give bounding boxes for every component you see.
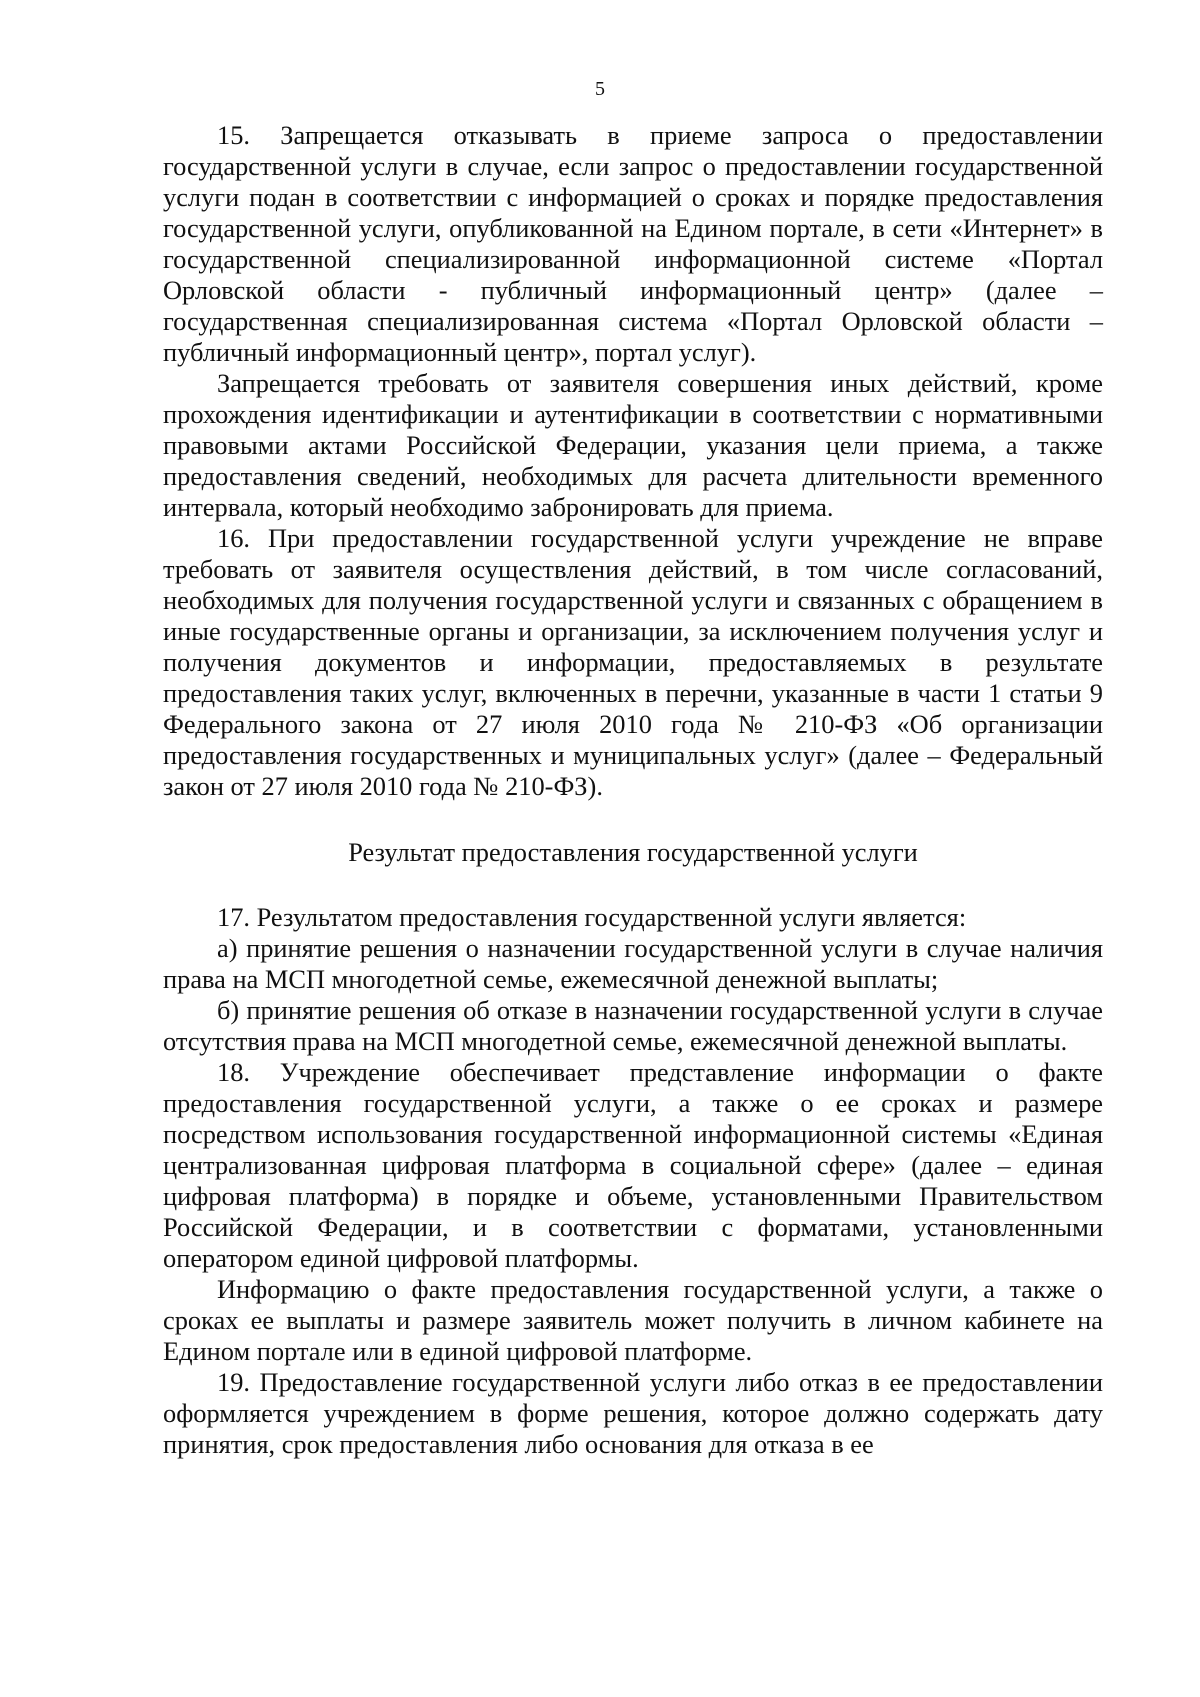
paragraph-17-a: а) принятие решения о назначении государственной услуги в случае наличия права на МСП многодетной семье, ежемесячной денежной выплаты; — [163, 933, 1103, 994]
paragraph-15-continuation: Запрещается требовать от заявителя совершения иных действий, кроме прохождения идентификации и аутентификации в соответствии с нормативными правовыми актами Российской Федерации, указания цели приема, а также предоставления сведений, необходимых для расчета длительности временного интервала, который необходимо забронировать для приема. — [163, 368, 1103, 522]
paragraph-15: 15. Запрещается отказывать в приеме запроса о предоставлении государственной услуги в случае, если запрос о предоставлении государственной услуги подан в соответствии с информацией о сроках и порядке предоставления государственной услуги, опубликованной на Едином портале, в сети «Интернет» в государственной специализированной информационной системе «Портал Орловской области - публичный информационный центр» (далее – государственная специализированная система «Портал Орловской области – публичный информационный центр», портал услуг). — [163, 120, 1103, 367]
paragraph-19: 19. Предоставление государственной услуги либо отказ в ее предоставлении оформляется учреждением в форме решения, которое должно содержать дату принятия, срок предоставления либо основания для отказа в ее — [163, 1367, 1103, 1459]
paragraph-17: 17. Результатом предоставления государственной услуги является: — [217, 902, 967, 932]
section-heading: Результат предоставления государственной услуги — [348, 837, 918, 867]
paragraph-18-continuation: Информацию о факте предоставления государственной услуги, а также о сроках ее выплаты и размере заявитель может получить в личном кабинете на Едином портале или в единой цифровой платформе. — [163, 1274, 1103, 1366]
paragraph-18: 18. Учреждение обеспечивает представление информации о факте предоставления государственной услуги, а также о ее сроках и размере посредством использования государственной информационной системы «Единая централизованная цифровая платформа в социальной сфере» (далее – единая цифровая платформа) в порядке и объеме, установленными Правительством Российской Федерации, и в соответствии с форматами, установленными оператором единой цифровой платформы. — [163, 1057, 1103, 1273]
paragraph-16: 16. При предоставлении государственной услуги учреждение не вправе требовать от заявителя осуществления действий, в том числе согласований, необходимых для получения государственной услуги и связанных с обращением в иные государственные органы и организации, за исключением получения услуг и получения документов и информации, предоставляемых в результате предоставления таких услуг, включенных в перечни, указанные в части 1 статьи 9 Федерального закона от 27 июля 2010 года № 210-ФЗ «Об организации предоставления государственных и муниципальных услуг» (далее – Федеральный закон от 27 июля 2010 года № 210-ФЗ). — [163, 523, 1103, 801]
page-number: 5 — [595, 78, 605, 100]
document-body — [163, 120, 1103, 1460]
paragraph-17-b: б) принятие решения об отказе в назначении государственной услуги в случае отсутствия права на МСП многодетной семье, ежемесячной денежной выплаты. — [163, 995, 1103, 1056]
